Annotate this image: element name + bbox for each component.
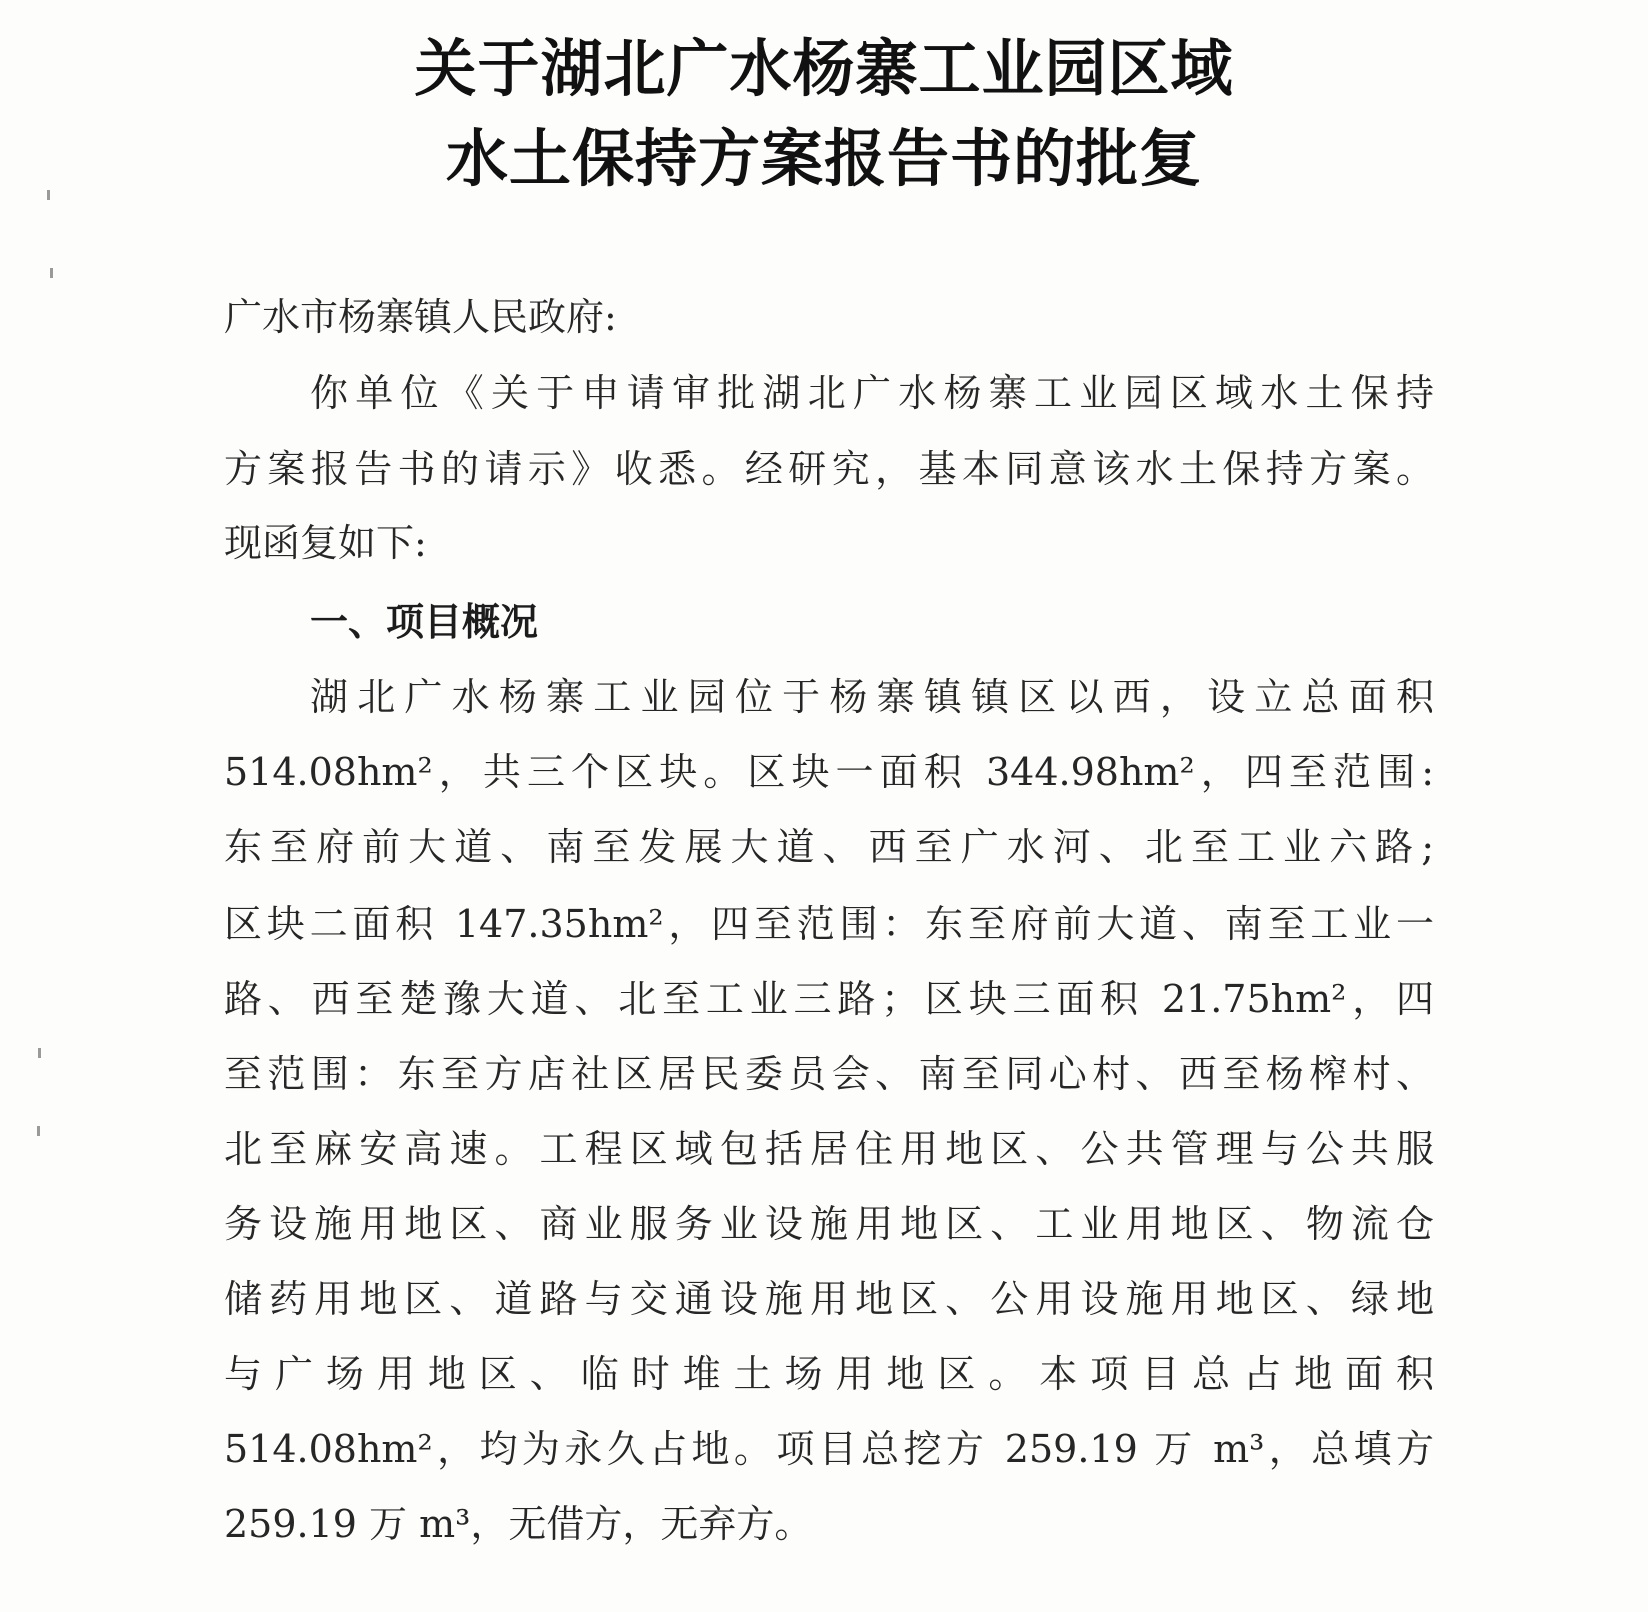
body-line-7: 北至麻安高速。工程区域包括居住用地区、公共管理与公共服 xyxy=(224,1127,1434,1171)
body-line-3: 东至府前大道、南至发展大道、西至广水河、北至工业六路; xyxy=(224,825,1434,869)
body-line-12: 259.19 万 m³，无借方，无弃方。 xyxy=(224,1502,813,1546)
body-line-9: 储药用地区、道路与交通设施用地区、公用设施用地区、绿地 xyxy=(224,1277,1434,1321)
document-title-line-2: 水土保持方案报告书的批复 xyxy=(445,122,1202,195)
body-line-8: 务设施用地区、商业服务业设施用地区、工业用地区、物流仓 xyxy=(224,1202,1434,1246)
intro-line-2: 方案报告书的请示》收悉。经研究，基本同意该水土保持方案。 xyxy=(224,447,1434,491)
body-line-11: 514.08hm²，均为永久占地。项目总挖方 259.19 万 m³，总填方 xyxy=(224,1427,1434,1471)
body-line-10: 与广场用地区、临时堆土场用地区。本项目总占地面积 xyxy=(224,1352,1434,1396)
scan-margin-mark xyxy=(37,1126,40,1136)
body-line-6: 至范围：东至方店社区居民委员会、南至同心村、西至杨榨村、 xyxy=(224,1052,1434,1096)
body-line-5: 路、西至楚豫大道、北至工业三路；区块三面积 21.75hm²，四 xyxy=(224,977,1434,1021)
intro-line-3: 现函复如下: xyxy=(224,521,427,565)
body-line-1: 湖北广水杨寨工业园位于杨寨镇镇区以西，设立总面积 xyxy=(310,675,1434,719)
scan-margin-mark xyxy=(38,1048,41,1058)
document-title-line-1: 关于湖北广水杨寨工业园区域 xyxy=(414,32,1234,105)
scan-margin-mark xyxy=(47,190,50,200)
addressee: 广水市杨寨镇人民政府: xyxy=(224,295,617,339)
intro-line-1: 你单位《关于申请审批湖北广水杨寨工业园区域水土保持 xyxy=(310,371,1434,415)
body-line-4: 区块二面积 147.35hm²，四至范围：东至府前大道、南至工业一 xyxy=(224,902,1434,946)
body-line-2: 514.08hm²，共三个区块。区块一面积 344.98hm²，四至范围: xyxy=(224,750,1434,794)
scan-margin-mark xyxy=(50,268,53,278)
section-heading-project-overview: 一、项目概况 xyxy=(310,599,539,644)
